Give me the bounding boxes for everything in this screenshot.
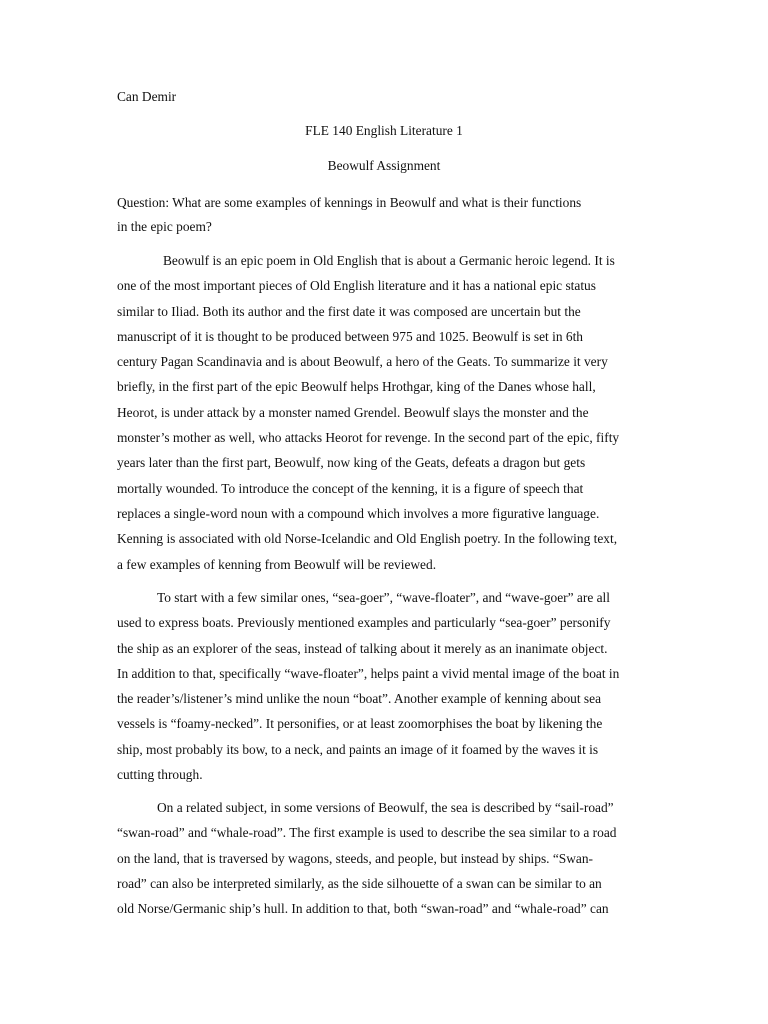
- paragraph-boats: [117, 585, 651, 787]
- author-name: Can Demir: [117, 89, 177, 104]
- paragraph-line: On a related subject, in some versions of Beowulf, the sea is described by “sail-road”: [157, 800, 614, 815]
- paragraph-line: the reader’s/listener’s mind unlike the noun “boat”. Another example of kenning about sea: [117, 691, 602, 707]
- paragraph-line: Heorot, is under attack by a monster named Grendel. Beowulf slays the monster and the: [117, 404, 589, 420]
- paragraph-line: vessels is “foamy-necked”. It personifies, or at least zoomorphises the boat by likening the: [117, 716, 603, 732]
- course-title: FLE 140 English Literature 1: [305, 123, 463, 138]
- paragraph-line: similar to Iliad. Both its author and the first date it was composed are uncertain but the: [117, 303, 581, 319]
- paragraph-line: manuscript of it is thought to be produced between 975 and 1025. Beowulf is set in 6th: [117, 328, 583, 344]
- paragraph-line: replaces a single-word noun with a compound which involves a more figurative language.: [117, 505, 600, 521]
- paragraph-line: the ship as an explorer of the seas, instead of talking about it merely as an inanimate object.: [117, 640, 608, 656]
- paragraph-line: a few examples of kenning from Beowulf will be reviewed.: [117, 556, 437, 572]
- paragraph-line: To start with a few similar ones, “sea-goer”, “wave-floater”, and “wave-goer” are all: [157, 590, 610, 605]
- paragraph-line: briefly, in the first part of the epic Beowulf helps Hrothgar, king of the Danes whose hall,: [117, 379, 596, 395]
- paragraph-line: ship, most probably its bow, to a neck, and paints an image of it foamed by the waves it is: [117, 741, 599, 757]
- paragraph-line: years later than the first part, Beowulf, now king of the Geats, defeats a dragon but gets: [117, 455, 586, 471]
- question-line: in the epic poem?: [117, 219, 212, 234]
- paragraph-sea: [117, 795, 651, 921]
- paragraph-line: Beowulf is an epic poem in Old English that is about a Germanic heroic legend. It is: [163, 253, 615, 268]
- paragraph-line: used to express boats. Previously mentioned examples and particularly “sea-goer” personify: [117, 615, 611, 631]
- paragraph-line: century Pagan Scandinavia and is about Beowulf, a hero of the Geats. To summarize it very: [117, 354, 608, 370]
- question-block: [117, 191, 617, 239]
- assignment-title: Beowulf Assignment: [327, 158, 441, 173]
- paragraph-line: Kenning is associated with old Norse-Icelandic and Old English poetry. In the following text,: [117, 531, 618, 547]
- paragraph-line: road” can also be interpreted similarly, as the side silhouette of a swan can be similar to an: [117, 875, 602, 891]
- paragraph-line: “swan-road” and “whale-road”. The first example is used to describe the sea similar to a road: [117, 825, 617, 841]
- paragraph-line: cutting through.: [117, 767, 203, 783]
- document-page: [117, 0, 651, 1024]
- question-line: Question: What are some examples of kennings in Beowulf and what is their functions: [117, 195, 582, 210]
- paragraph-line: monster’s mother as well, who attacks Heorot for revenge. In the second part of the epic, fifty: [117, 430, 620, 446]
- paragraph-line: on the land, that is traversed by wagons, steeds, and people, but instead by ships. “Swan-: [117, 850, 594, 866]
- paragraph-line: one of the most important pieces of Old English literature and it has a national epic status: [117, 278, 596, 294]
- paragraph-line: mortally wounded. To introduce the concept of the kenning, it is a figure of speech that: [117, 480, 584, 496]
- paragraph-intro: [117, 248, 651, 577]
- paragraph-line: old Norse/Germanic ship’s hull. In addition to that, both “swan-road” and “whale-road” can: [117, 901, 609, 917]
- paragraph-line: In addition to that, specifically “wave-floater”, helps paint a vivid mental image of the boat in: [117, 665, 620, 681]
